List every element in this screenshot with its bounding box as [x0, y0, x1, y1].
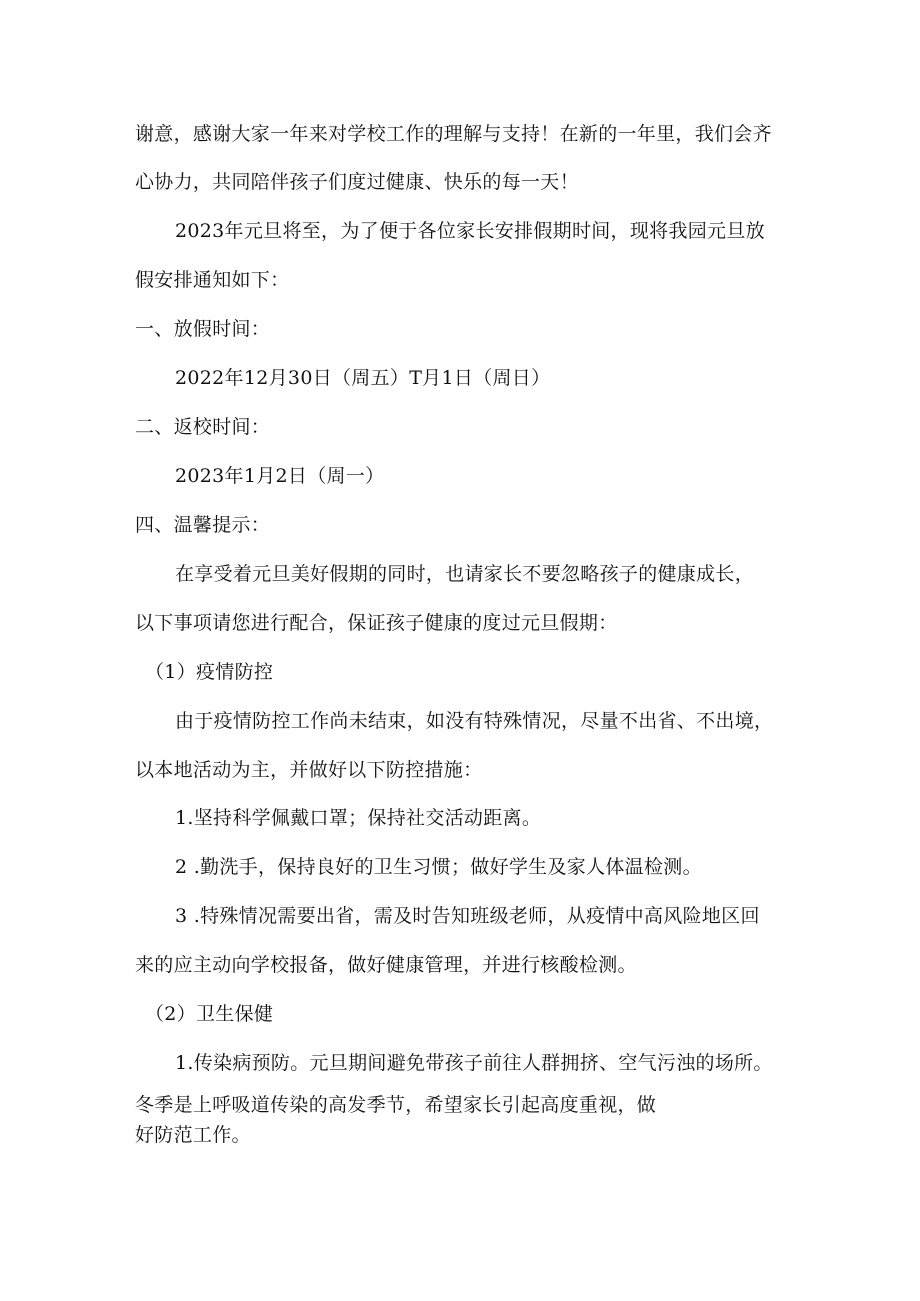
text-line: 2023年元旦将至，为了便于各位家长安排假期时间，现将我园元旦放 [175, 220, 765, 242]
text-line: 2023年1月2日（周一） [175, 465, 385, 487]
text-line: 以本地活动为主，并做好以下防控措施： [135, 759, 483, 781]
list-item: 2 .勤洗手，保持良好的卫生习惯；做好学生及家人体温检测。 [175, 856, 702, 878]
list-item: 1.传染病预防。元旦期间避免带孩子前往人群拥挤、空气污浊的场所。 [175, 1052, 773, 1074]
text-line: 冬季是上呼吸道传染的高发季节，希望家长引起高度重视，做 [135, 1094, 657, 1116]
subsection-heading: （1）疫情防控 [145, 661, 274, 683]
text-line: 心协力，共同陪伴孩子们度过健康、快乐的每一天！ [135, 171, 579, 193]
text-line: 在享受着元旦美好假期的同时，也请家长不要忽略孩子的健康成长， [175, 563, 755, 585]
list-item: 3 .特殊情况需要出省，需及时告知班级老师，从疫情中高风险地区回 [175, 905, 760, 927]
subsection-heading: （2）卫生保健 [145, 1003, 274, 1025]
list-item: 1.坚持科学佩戴口罩；保持社交活动距离。 [175, 807, 542, 829]
text-line: 以下事项请您进行配合，保证孩子健康的度过元旦假期： [135, 612, 618, 634]
section-heading: 四、温馨提示： [135, 514, 271, 536]
text-line: 由于疫情防控工作尚未结束，如没有特殊情况，尽量不出省、不出境， [175, 710, 774, 732]
text-line: 好防范工作。 [135, 1124, 251, 1146]
section-heading: 二、返校时间： [135, 416, 271, 438]
text-line: 2022年12月30日（周五）T月1日（周日） [175, 367, 551, 389]
text-line: 谢意，感谢大家一年来对学校工作的理解与支持！在新的一年里，我们会齐 [135, 123, 772, 145]
text-line: 假安排通知如下： [135, 269, 290, 291]
text-line: 来的应主动向学校报备，做好健康管理，并进行核酸检测。 [135, 954, 637, 976]
section-heading: 一、放假时间： [135, 318, 271, 340]
